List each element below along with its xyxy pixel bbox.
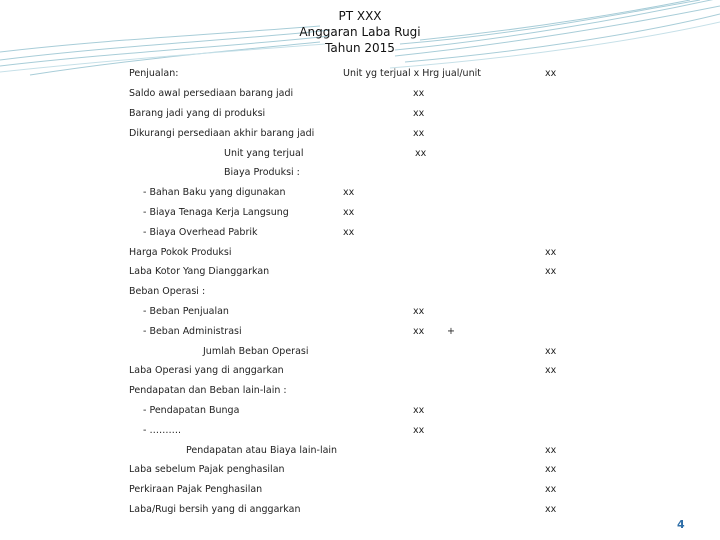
bahan-baku-value: xx bbox=[343, 187, 355, 198]
laba-sebelum-pajak-label: Laba sebelum Pajak penghasilan bbox=[129, 464, 285, 475]
saldo-awal-value: xx bbox=[413, 88, 425, 99]
penjualan-label: Penjualan: bbox=[129, 68, 179, 79]
perkiraan-pajak-value: xx bbox=[545, 484, 557, 495]
pendapatan-bunga-label: - Pendapatan Bunga bbox=[143, 405, 240, 416]
laba-bersih-label: Laba/Rugi bersih yang di anggarkan bbox=[129, 504, 301, 515]
unit-terjual-value: xx bbox=[415, 148, 427, 159]
beban-admin-value: xx bbox=[413, 326, 425, 337]
overhead-label: - Biaya Overhead Pabrik bbox=[143, 227, 258, 238]
laba-operasi-value: xx bbox=[545, 365, 557, 376]
dots-value: xx bbox=[413, 425, 425, 436]
jumlah-beban-label: Jumlah Beban Operasi bbox=[203, 346, 309, 357]
beban-penjualan-value: xx bbox=[413, 306, 425, 317]
barang-jadi-label: Barang jadi yang di produksi bbox=[129, 108, 266, 119]
biaya-produksi-label: Biaya Produksi : bbox=[224, 167, 300, 178]
tenaga-kerja-label: - Biaya Tenaga Kerja Langsung bbox=[143, 207, 289, 218]
jumlah-beban-value: xx bbox=[545, 346, 557, 357]
pendapatan-biaya-label: Pendapatan atau Biaya lain-lain bbox=[186, 445, 338, 456]
perkiraan-pajak-label: Perkiraan Pajak Penghasilan bbox=[129, 484, 263, 495]
bahan-baku-label: - Bahan Baku yang digunakan bbox=[143, 187, 286, 198]
saldo-awal-label: Saldo awal persediaan barang jadi bbox=[129, 88, 294, 99]
laba-kotor-label: Laba Kotor Yang Dianggarkan bbox=[129, 266, 270, 277]
laba-bersih-value: xx bbox=[545, 504, 557, 515]
dikurangi-value: xx bbox=[413, 128, 425, 139]
hpp-label: Harga Pokok Produksi bbox=[129, 247, 232, 258]
report-title: Anggaran Laba Rugi bbox=[299, 25, 421, 39]
laba-kotor-value: xx bbox=[545, 266, 557, 277]
beban-penjualan-label: - Beban Penjualan bbox=[143, 306, 229, 317]
laba-sebelum-pajak-value: xx bbox=[545, 464, 557, 475]
page-number: 4 bbox=[677, 518, 685, 531]
laba-operasi-label: Laba Operasi yang di anggarkan bbox=[129, 365, 284, 376]
beban-admin-label: - Beban Administrasi bbox=[143, 326, 242, 337]
pendapatan-biaya-value: xx bbox=[545, 445, 557, 456]
penjualan-formula: Unit yg terjual x Hrg jual/unit bbox=[343, 68, 481, 79]
plus-sign: + bbox=[447, 326, 455, 337]
penjualan-value: xx bbox=[545, 68, 557, 79]
pendapatan-beban-label: Pendapatan dan Beban lain-lain : bbox=[129, 385, 287, 396]
pendapatan-bunga-value: xx bbox=[413, 405, 425, 416]
overhead-value: xx bbox=[343, 227, 355, 238]
dikurangi-label: Dikurangi persediaan akhir barang jadi bbox=[129, 128, 315, 139]
company-name: PT XXX bbox=[338, 9, 382, 23]
tenaga-kerja-value: xx bbox=[343, 207, 355, 218]
hpp-value: xx bbox=[545, 247, 557, 258]
unit-terjual-label: Unit yang terjual bbox=[224, 148, 304, 159]
dots-label: - ………. bbox=[143, 425, 181, 436]
barang-jadi-value: xx bbox=[413, 108, 425, 119]
report-year: Tahun 2015 bbox=[325, 41, 395, 55]
beban-operasi-label: Beban Operasi : bbox=[129, 286, 206, 297]
